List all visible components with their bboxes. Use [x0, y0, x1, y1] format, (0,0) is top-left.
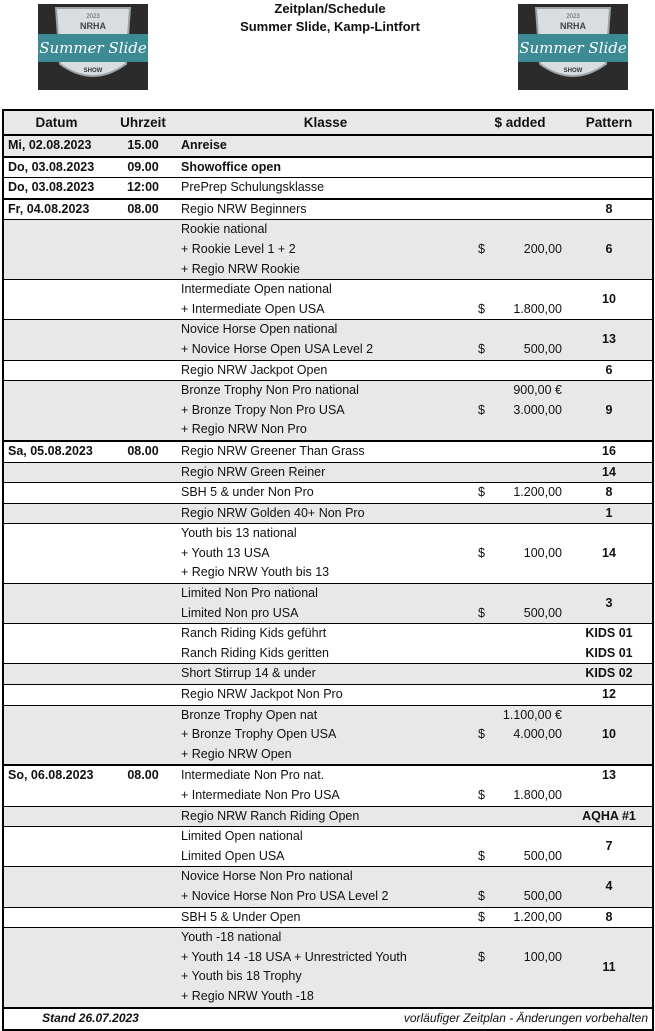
class-line: + Youth 14 -18 USA + Unrestricted Youth	[181, 949, 407, 964]
class-line: Youth -18 national	[181, 930, 282, 945]
cell-date	[3, 705, 109, 765]
cell-class	[177, 199, 474, 220]
cell-added	[474, 462, 566, 483]
added-amount: 1.100,00 €	[502, 707, 562, 722]
currency-symbol: $	[478, 909, 485, 924]
cell-added	[474, 280, 566, 320]
cell-time	[109, 624, 177, 664]
cell-added	[474, 685, 566, 706]
added-amount: 500,00	[523, 888, 562, 903]
cell-time	[109, 685, 177, 706]
cell-date	[3, 503, 109, 524]
cell-pattern: 14	[566, 524, 653, 584]
cell-date: Sa, 05.08.2023	[3, 441, 109, 462]
cell-class	[177, 360, 474, 381]
class-line: + Bronze Tropy Non Pro USA	[181, 402, 345, 417]
header-added: $ added	[474, 110, 566, 135]
footer-row	[3, 1008, 653, 1030]
cell-pattern: 10	[566, 705, 653, 765]
header-time: Uhrzeit	[109, 110, 177, 135]
cell-time	[109, 664, 177, 685]
cell-class	[177, 157, 474, 178]
class-line: Novice Horse Non Pro national	[181, 869, 353, 884]
currency-symbol: $	[478, 888, 485, 903]
cell-pattern: 8	[566, 907, 653, 928]
class-line: Limited Non pro USA	[181, 605, 299, 620]
currency-symbol: $	[478, 301, 485, 316]
cell-added	[474, 584, 566, 624]
cell-class	[177, 320, 474, 360]
svg-text:NRHA: NRHA	[560, 21, 586, 31]
cell-date: Do, 03.08.2023	[3, 157, 109, 178]
title-line-2: Summer Slide, Kamp-Lintfort	[240, 19, 420, 34]
cell-pattern: 8	[566, 199, 653, 220]
cell-pattern: 1	[566, 503, 653, 524]
cell-time	[109, 928, 177, 1008]
class-line: Showoffice open	[181, 159, 281, 174]
cell-time: 12:00	[109, 178, 177, 199]
class-line: + Regio NRW Non Pro	[181, 422, 307, 437]
currency-symbol: $	[478, 241, 485, 256]
cell-time	[109, 320, 177, 360]
table-row	[3, 765, 653, 806]
class-line: Intermediate Open national	[181, 282, 332, 297]
cell-pattern: 6	[566, 360, 653, 381]
svg-text:SHOW: SHOW	[83, 68, 103, 74]
show-logo-right	[518, 4, 628, 90]
class-line: Rookie national	[181, 222, 268, 237]
class-line: Regio NRW Jackpot Non Pro	[181, 687, 343, 702]
table-row	[3, 280, 653, 320]
svg-text:2023: 2023	[86, 14, 100, 20]
cell-added	[474, 867, 566, 907]
pattern-line: KIDS 01	[585, 645, 633, 660]
cell-added	[474, 827, 566, 867]
cell-pattern: 13	[566, 765, 653, 806]
cell-time	[109, 867, 177, 907]
cell-time	[109, 280, 177, 320]
cell-class	[177, 624, 474, 664]
cell-class	[177, 584, 474, 624]
cell-pattern: 13	[566, 320, 653, 360]
class-line: Regio NRW Golden 40+ Non Pro	[181, 505, 365, 520]
added-amount: 4.000,00	[513, 727, 562, 742]
added-amount: 200,00	[523, 241, 562, 256]
added-amount: 500,00	[523, 605, 562, 620]
disclaimer: vorläufiger Zeitplan - Änderungen vorbehalten	[177, 1008, 653, 1030]
schedule-table	[2, 109, 654, 1031]
cell-time	[109, 705, 177, 765]
cell-pattern: 11	[566, 928, 653, 1008]
class-line: Regio NRW Ranch Riding Open	[181, 808, 360, 823]
table-row	[3, 157, 653, 178]
title-line-1: Zeitplan/Schedule	[274, 1, 386, 16]
cell-date	[3, 320, 109, 360]
table-row	[3, 199, 653, 220]
added-amount: 500,00	[523, 341, 562, 356]
cell-class	[177, 280, 474, 320]
cell-added	[474, 157, 566, 178]
class-line: Intermediate Non Pro nat.	[181, 768, 325, 783]
table-row	[3, 178, 653, 199]
currency-symbol: $	[478, 605, 485, 620]
cell-class	[177, 178, 474, 199]
cell-added	[474, 705, 566, 765]
cell-date	[3, 928, 109, 1008]
cell-pattern	[566, 157, 653, 178]
cell-date	[3, 524, 109, 584]
added-amount: 500,00	[523, 848, 562, 863]
cell-date	[3, 806, 109, 827]
currency-symbol: $	[478, 848, 485, 863]
cell-date	[3, 685, 109, 706]
cell-pattern: 10	[566, 280, 653, 320]
class-line: + Novice Horse Open USA Level 2	[181, 341, 374, 356]
table-row	[3, 664, 653, 685]
class-line: SBH 5 & Under Open	[181, 909, 301, 924]
cell-added	[474, 765, 566, 806]
class-line: Bronze Trophy Open nat	[181, 707, 318, 722]
page-title	[150, 0, 510, 36]
cell-time	[109, 381, 177, 441]
added-amount: 3.000,00	[513, 402, 562, 417]
class-line: + Regio NRW Youth bis 13	[181, 565, 330, 580]
cell-added	[474, 135, 566, 157]
class-line: + Regio NRW Youth -18	[181, 988, 314, 1003]
cell-added	[474, 503, 566, 524]
class-line: + Youth bis 18 Trophy	[181, 969, 302, 984]
table-row	[3, 462, 653, 483]
cell-added	[474, 664, 566, 685]
class-line: + Rookie Level 1 + 2	[181, 241, 296, 256]
cell-date	[3, 664, 109, 685]
class-line: + Novice Horse Non Pro USA Level 2	[181, 888, 389, 903]
cell-class	[177, 503, 474, 524]
class-line: + Intermediate Open USA	[181, 301, 325, 316]
table-row	[3, 685, 653, 706]
table-row	[3, 705, 653, 765]
header-class: Klasse	[177, 110, 474, 135]
stand-date: Stand 26.07.2023	[3, 1008, 177, 1030]
added-amount: 100,00	[523, 545, 562, 560]
cell-date	[3, 360, 109, 381]
currency-symbol: $	[478, 727, 485, 742]
cell-pattern: 12	[566, 685, 653, 706]
class-line: Regio NRW Greener Than Grass	[181, 443, 365, 458]
class-line: Novice Horse Open national	[181, 322, 338, 337]
cell-time: 08.00	[109, 765, 177, 806]
schedule-body	[3, 135, 653, 1008]
class-line: Ranch Riding Kids geritten	[181, 645, 329, 660]
table-row	[3, 806, 653, 827]
cell-added	[474, 907, 566, 928]
cell-class	[177, 928, 474, 1008]
cell-added	[474, 483, 566, 504]
cell-date	[3, 624, 109, 664]
class-line: Regio NRW Jackpot Open	[181, 362, 328, 377]
added-amount: 900,00 €	[513, 383, 562, 398]
cell-time	[109, 524, 177, 584]
currency-symbol: $	[478, 949, 485, 964]
class-line: Limited Non Pro national	[181, 586, 318, 601]
currency-symbol: $	[478, 402, 485, 417]
cell-class	[177, 441, 474, 462]
cell-pattern: 3	[566, 584, 653, 624]
added-amount: 100,00	[523, 949, 562, 964]
cell-pattern	[566, 178, 653, 199]
cell-added	[474, 220, 566, 280]
table-row	[3, 503, 653, 524]
class-line: + Intermediate Non Pro USA	[181, 788, 340, 802]
cell-class	[177, 524, 474, 584]
cell-time: 15.00	[109, 135, 177, 157]
cell-date: Mi, 02.08.2023	[3, 135, 109, 157]
class-line: PrePrep Schulungsklasse	[181, 180, 325, 195]
cell-pattern	[566, 624, 653, 664]
cell-time: 09.00	[109, 157, 177, 178]
show-logo-left	[38, 4, 148, 90]
header-pattern: Pattern	[566, 110, 653, 135]
class-line: + Regio NRW Rookie	[181, 261, 300, 276]
table-row	[3, 381, 653, 441]
cell-class	[177, 685, 474, 706]
table-header-row	[3, 110, 653, 135]
cell-class	[177, 827, 474, 867]
cell-date	[3, 867, 109, 907]
cell-time: 08.00	[109, 441, 177, 462]
class-line: + Bronze Trophy Open USA	[181, 727, 337, 742]
cell-pattern: AQHA #1	[566, 806, 653, 827]
cell-time	[109, 462, 177, 483]
table-row	[3, 320, 653, 360]
svg-text:NRHA: NRHA	[80, 21, 106, 31]
cell-class	[177, 705, 474, 765]
cell-class	[177, 135, 474, 157]
class-line: Bronze Trophy Non Pro national	[181, 383, 359, 398]
class-line: + Regio NRW Open	[181, 746, 292, 761]
cell-date	[3, 907, 109, 928]
cell-date: So, 06.08.2023	[3, 765, 109, 806]
cell-pattern: 8	[566, 483, 653, 504]
cell-class	[177, 907, 474, 928]
cell-date	[3, 381, 109, 441]
cell-class	[177, 806, 474, 827]
cell-added	[474, 381, 566, 441]
cell-added	[474, 441, 566, 462]
class-line: Youth bis 13 national	[181, 526, 297, 541]
cell-class	[177, 765, 474, 806]
cell-time	[109, 584, 177, 624]
class-line: Anreise	[181, 138, 227, 152]
cell-pattern: 9	[566, 381, 653, 441]
cell-time: 08.00	[109, 199, 177, 220]
class-line: Short Stirrup 14 & under	[181, 666, 316, 681]
cell-time	[109, 360, 177, 381]
cell-pattern: KIDS 02	[566, 664, 653, 685]
cell-pattern: 14	[566, 462, 653, 483]
class-line: Regio NRW Beginners	[181, 201, 307, 216]
cell-added	[474, 524, 566, 584]
class-line: Ranch Riding Kids geführt	[181, 626, 327, 641]
cell-class	[177, 381, 474, 441]
cell-time	[109, 806, 177, 827]
cell-date	[3, 584, 109, 624]
cell-pattern: 6	[566, 220, 653, 280]
cell-class	[177, 220, 474, 280]
class-line: Regio NRW Green Reiner	[181, 464, 326, 479]
cell-pattern: 16	[566, 441, 653, 462]
cell-time	[109, 220, 177, 280]
cell-time	[109, 503, 177, 524]
added-amount: 1.200,00	[513, 485, 562, 500]
cell-pattern: 4	[566, 867, 653, 907]
cell-class	[177, 462, 474, 483]
table-row	[3, 624, 653, 664]
header-date: Datum	[3, 110, 109, 135]
table-row	[3, 584, 653, 624]
added-amount: 1.800,00	[513, 301, 562, 316]
cell-date	[3, 220, 109, 280]
class-line: Limited Open USA	[181, 848, 285, 863]
currency-symbol: $	[478, 788, 485, 802]
cell-time	[109, 827, 177, 867]
currency-symbol: $	[478, 341, 485, 356]
currency-symbol: $	[478, 485, 485, 500]
table-row	[3, 867, 653, 907]
currency-symbol: $	[478, 545, 485, 560]
cell-date: Do, 03.08.2023	[3, 178, 109, 199]
cell-class	[177, 483, 474, 504]
cell-pattern: 7	[566, 827, 653, 867]
svg-text:2023: 2023	[566, 14, 580, 20]
cell-class	[177, 664, 474, 685]
cell-date	[3, 483, 109, 504]
table-row	[3, 907, 653, 928]
svg-text:SHOW: SHOW	[563, 68, 583, 74]
cell-added	[474, 320, 566, 360]
cell-time	[109, 483, 177, 504]
svg-text:Summer Slide: Summer Slide	[519, 39, 627, 57]
table-row	[3, 483, 653, 504]
cell-added	[474, 178, 566, 199]
cell-time	[109, 907, 177, 928]
added-amount: 1.200,00	[513, 909, 562, 924]
added-amount: 1.800,00	[513, 788, 562, 802]
cell-date	[3, 827, 109, 867]
table-row	[3, 827, 653, 867]
table-row	[3, 360, 653, 381]
cell-class	[177, 867, 474, 907]
svg-text:Summer Slide: Summer Slide	[39, 39, 147, 57]
class-line: + Youth 13 USA	[181, 545, 270, 560]
cell-date: Fr, 04.08.2023	[3, 199, 109, 220]
cell-pattern	[566, 135, 653, 157]
cell-added	[474, 199, 566, 220]
table-row	[3, 220, 653, 280]
cell-added	[474, 624, 566, 664]
cell-added	[474, 928, 566, 1008]
cell-date	[3, 462, 109, 483]
cell-date	[3, 280, 109, 320]
table-row	[3, 928, 653, 1008]
table-row	[3, 441, 653, 462]
table-row	[3, 135, 653, 157]
class-line: Limited Open national	[181, 829, 303, 844]
class-line: SBH 5 & under Non Pro	[181, 485, 314, 500]
table-row	[3, 524, 653, 584]
cell-added	[474, 806, 566, 827]
pattern-line: KIDS 01	[585, 626, 633, 641]
cell-added	[474, 360, 566, 381]
